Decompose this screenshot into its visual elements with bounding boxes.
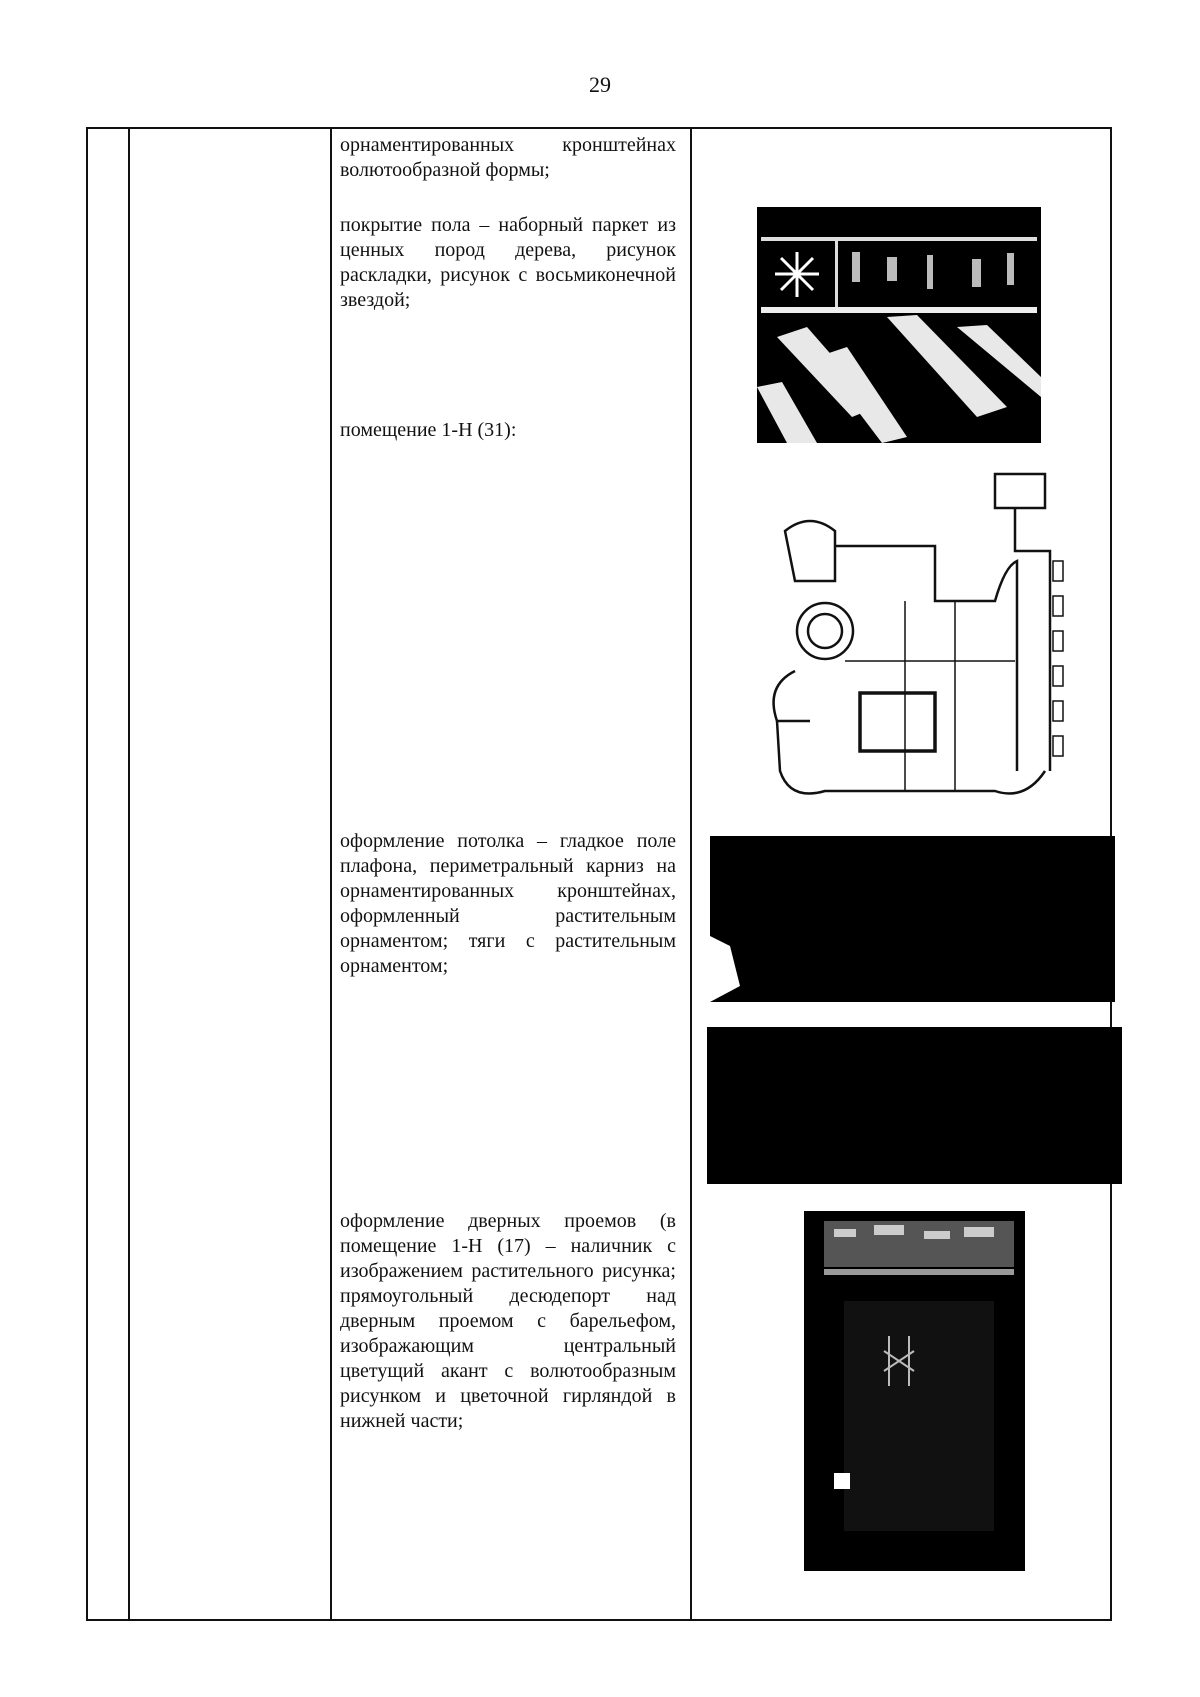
floor-plan — [755, 471, 1073, 816]
ceiling-cornice-photo — [710, 836, 1115, 1002]
parquet-floor-photo — [757, 207, 1041, 443]
column-divider — [690, 129, 692, 1619]
column-divider — [128, 129, 130, 1619]
text-room-heading: помещение 1-Н (31): — [340, 419, 517, 441]
doorway-photo — [804, 1211, 1025, 1571]
text-door-design: оформление дверных проемов (в помещение 1-Н (17) – наличник с изображением растительного рисунка; прямоугольный десюдепорт над дверным проемом с барельефом, изображающим центральный цветущий акант с волютообразным рисунком и цветочной гирляндой в нижней части; — [340, 1210, 676, 1432]
page-number: 29 — [589, 72, 611, 97]
text-ornamented-brackets: орнаментированных кронштейнах волютообразной формы; — [340, 134, 676, 181]
ceiling-molding-photo — [707, 1027, 1122, 1184]
text-ceiling-design: оформление потолка – гладкое поле плафона, периметральный карниз на орнаментированных кронштейнах, оформленный растительным орнаментом; тяги с растительным орнаментом; — [340, 830, 676, 977]
column-divider — [330, 129, 332, 1619]
text-floor-covering: покрытие пола – наборный паркет из ценных пород дерева, рисунок раскладки, рисунок с восьмиконечной звездой; — [340, 214, 676, 311]
